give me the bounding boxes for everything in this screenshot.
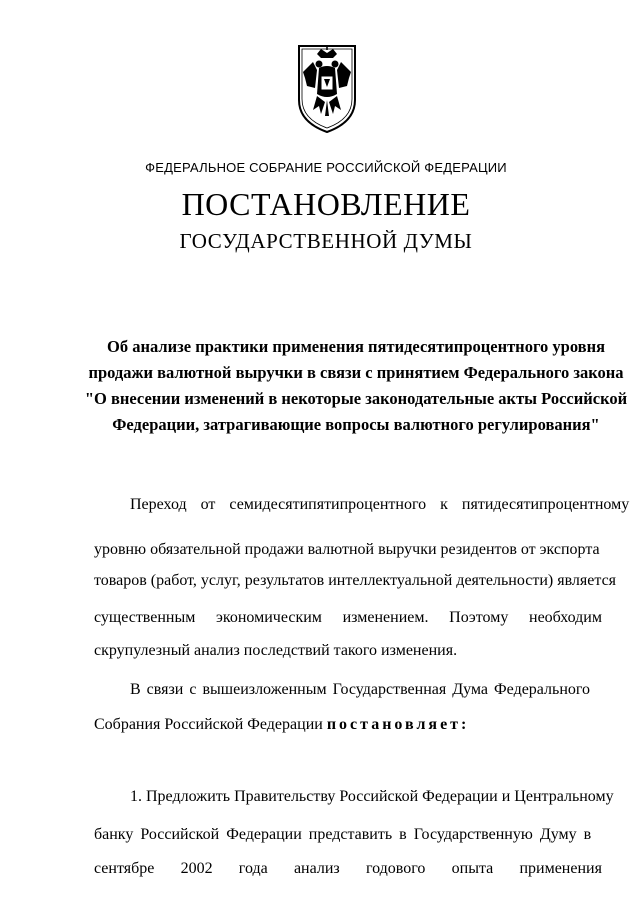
resolution-title: [60, 334, 640, 438]
title-line: Федерации, затрагивающие вопросы валютного регулирования": [112, 415, 600, 434]
item-1-line-2: банку Российской Федерации представить в Государственную Думу в: [94, 826, 592, 843]
paragraph-1-line-3: товаров (работ, услуг, результатов интеллектуальной деятельности) является: [94, 572, 617, 589]
item-1-line-3: [94, 860, 602, 878]
paragraph-1-line-5: скрупулезный анализ последствий такого изменения.: [94, 642, 458, 659]
title-line: продажи валютной выручки в связи с принятием Федерального закона: [88, 363, 624, 382]
word: сентябре: [94, 860, 155, 877]
item-1-line-1: 1. Предложить Правительству Российской Федерации и Центральному: [130, 788, 614, 805]
paragraph-1-line-2: уровню обязательной продажи валютной выручки резидентов от экспорта: [94, 541, 600, 558]
word: экономическим: [216, 609, 322, 626]
document-subtitle: ГОСУДАРСТВЕННОЙ ДУМЫ: [179, 229, 473, 253]
organization-line: ФЕДЕРАЛЬНОЕ СОБРАНИЕ РОССИЙСКОЙ ФЕДЕРАЦИИ: [145, 160, 507, 175]
word: применения: [519, 860, 602, 877]
word: 2002: [180, 860, 213, 877]
paragraph-2-line-2: [94, 716, 469, 734]
title-line: Об анализе практики применения пятидесятипроцентного уровня: [106, 337, 606, 356]
resolves-keyword: постановляет:: [326, 716, 470, 733]
text-fragment: Собрания Российской Федерации: [94, 716, 323, 733]
word: существенным: [94, 609, 196, 626]
title-line: "О внесении изменений в некоторые законодательные акты Российской: [84, 389, 628, 408]
word: необходим: [529, 609, 602, 626]
russian-coat-of-arms-icon: [295, 42, 359, 134]
word: годового: [365, 860, 426, 877]
word: анализ: [293, 860, 340, 877]
document-type: ПОСТАНОВЛЕНИЕ: [181, 186, 471, 222]
word: Поэтому: [449, 609, 509, 626]
text-fragment: Переход от семидесятипятипроцентного к пятидесятипроцентному: [130, 496, 630, 513]
word: изменением.: [342, 609, 429, 626]
paragraph-1-line-1: [130, 496, 630, 514]
word: опыта: [451, 860, 494, 877]
word: года: [238, 860, 268, 877]
paragraph-2-line-1: В связи с вышеизложенным Государственная Дума Федерального: [130, 681, 591, 698]
paragraph-1-line-4: [94, 609, 602, 627]
